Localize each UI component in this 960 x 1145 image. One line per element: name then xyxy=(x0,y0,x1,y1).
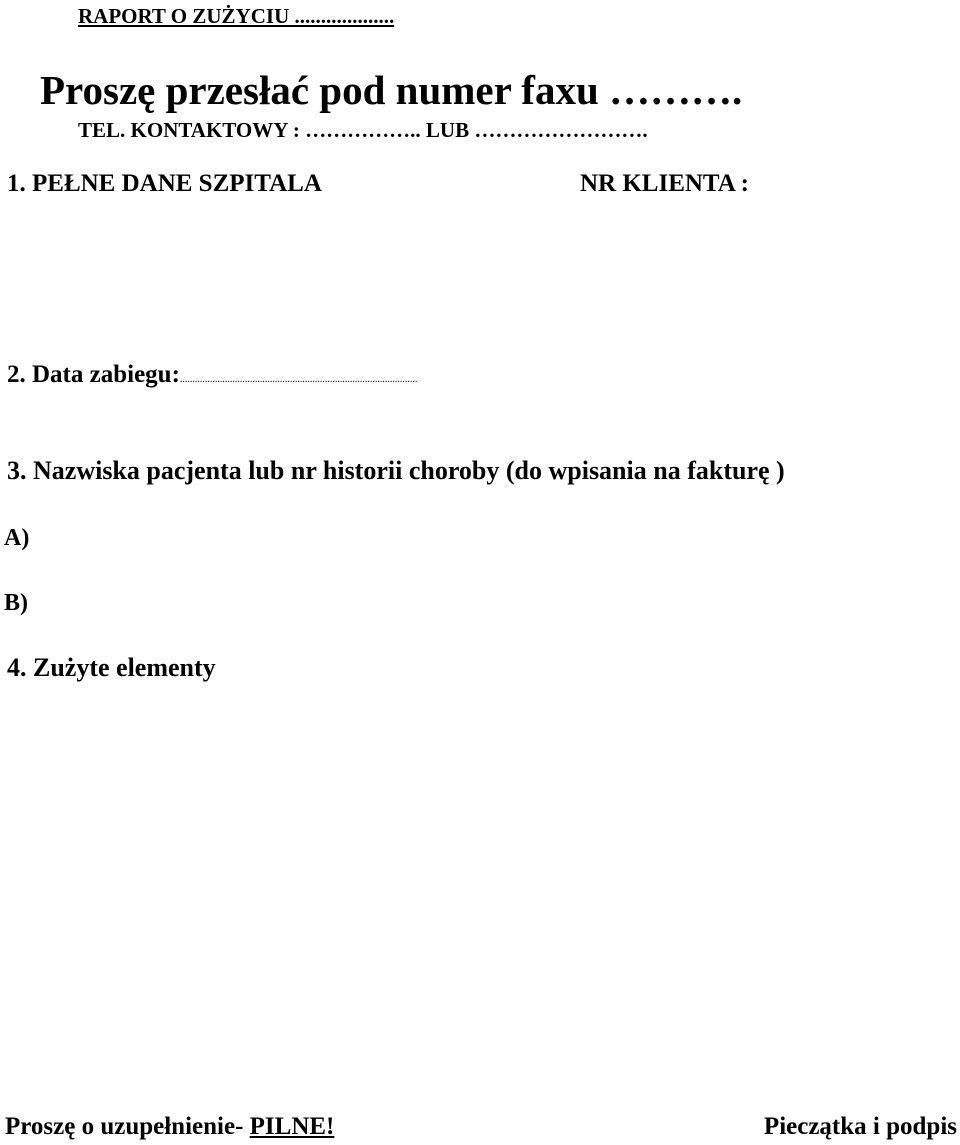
footer-request xyxy=(5,1114,334,1139)
patient-row-b: B) xyxy=(4,590,28,616)
report-title: RAPORT O ZUŻYCIU ................... xyxy=(78,4,395,28)
procedure-date-dots: ............................................................................................... xyxy=(179,374,418,385)
urgent-label: PILNE! xyxy=(249,1113,335,1140)
hospital-data-label: 1. PEŁNE DANE SZPITALA xyxy=(7,170,322,197)
fax-request-heading: Proszę przesłać pod numer faxu ………. xyxy=(40,67,743,113)
procedure-date-field xyxy=(7,362,417,387)
patient-row-a: A) xyxy=(4,525,30,551)
contact-phone-line: TEL. KONTAKTOWY : …………….. LUB ……………………. xyxy=(78,118,648,142)
footer-request-text: Proszę o uzupełnienie- xyxy=(5,1113,250,1140)
client-number-label: NR KLIENTA : xyxy=(580,170,750,197)
used-elements-label: 4. Zużyte elementy xyxy=(7,653,216,682)
procedure-date-label: 2. Data zabiegu: xyxy=(7,361,180,388)
stamp-signature-label: Pieczątka i podpis xyxy=(763,1113,957,1140)
patient-names-label: 3. Nazwiska pacjenta lub nr historii choroby (do wpisania na fakturę ) xyxy=(7,456,785,485)
